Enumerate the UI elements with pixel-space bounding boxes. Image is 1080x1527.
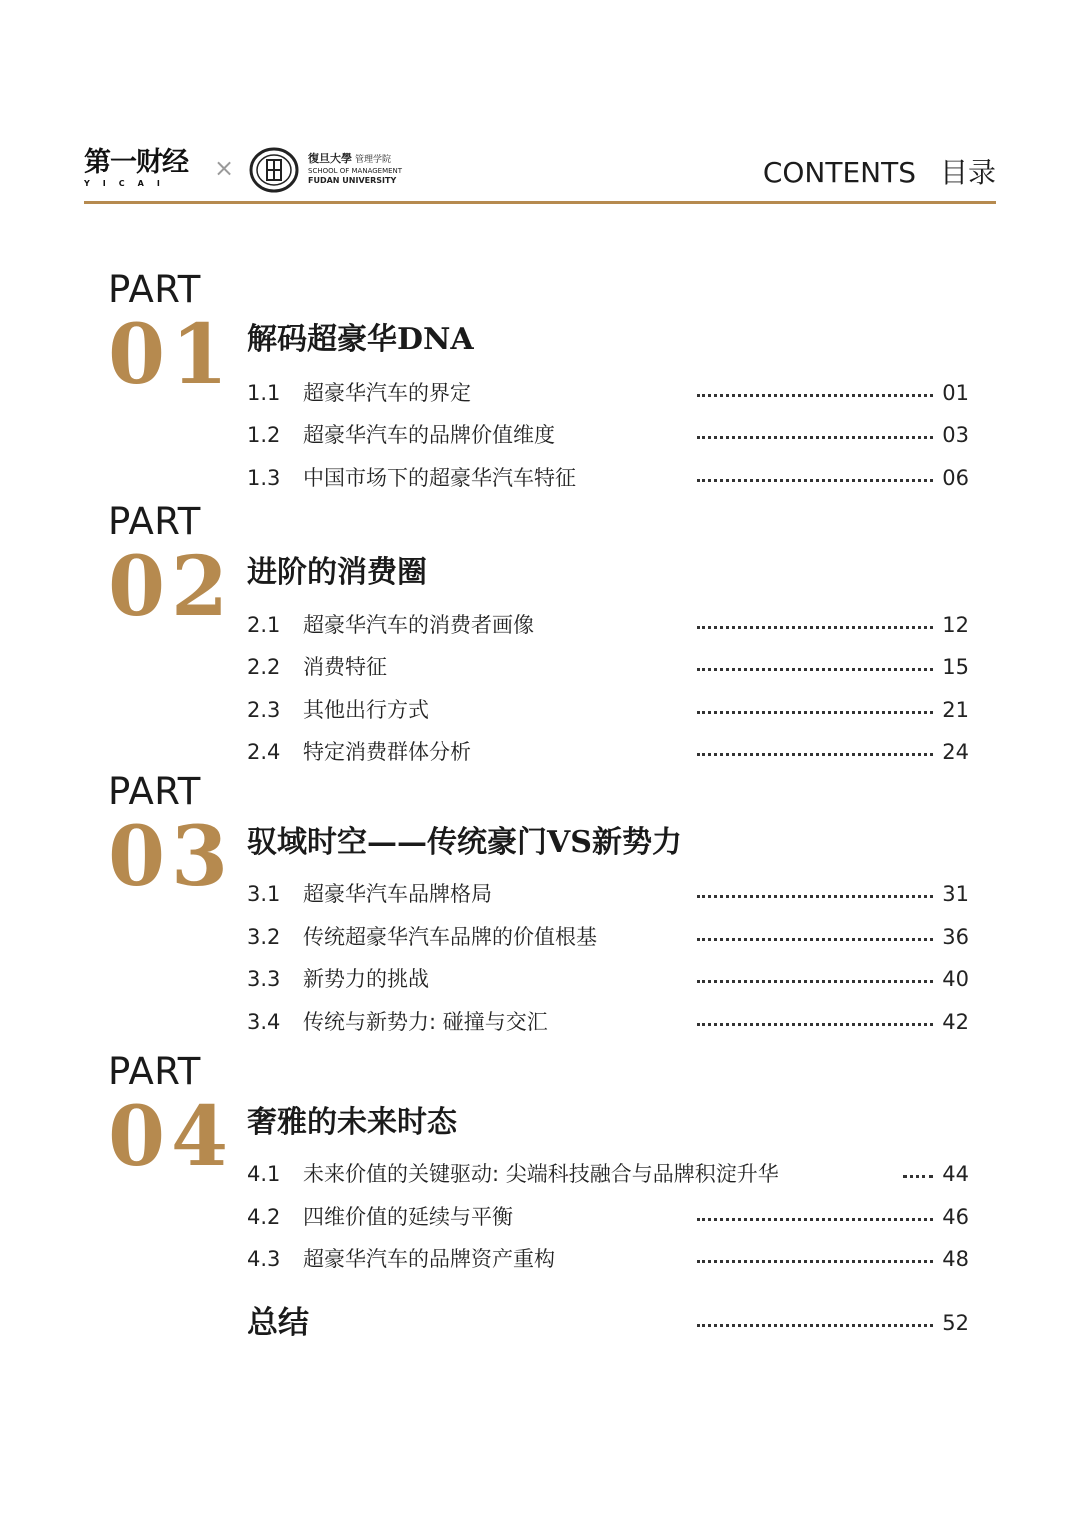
toc-entry-page: 24 [942, 740, 969, 764]
toc-entry-page: 06 [942, 466, 969, 490]
fudan-name-en-line2: FUDAN UNIVERSITY [308, 176, 397, 185]
fudan-name-en-line1: SCHOOL OF MANAGEMENT [308, 167, 403, 175]
part-label: PART [108, 770, 201, 813]
toc-entry[interactable] [247, 879, 969, 909]
part-number: 01 [108, 307, 235, 403]
toc-entry[interactable] [247, 378, 969, 408]
toc-entry[interactable] [247, 1244, 969, 1274]
toc-entry-text: 超豪华汽车的消费者画像 [303, 613, 534, 637]
toc-entry-number: 2.3 [247, 698, 281, 722]
dot-leader [697, 711, 933, 714]
toc-entry-text: 超豪华汽车品牌格局 [303, 882, 492, 906]
summary-page: 52 [942, 1311, 969, 1335]
toc-entry-page: 44 [942, 1162, 969, 1186]
toc-entry-number: 2.2 [247, 655, 281, 679]
dot-leader [697, 1324, 933, 1327]
yicai-logo-latin: YICAI [84, 179, 173, 188]
fudan-name-cn: 復旦大學 管理学院 [308, 152, 392, 165]
part-number: 04 [108, 1089, 235, 1185]
toc-entry-text: 超豪华汽车的界定 [303, 381, 471, 405]
toc-entry-text: 超豪华汽车的品牌价值维度 [303, 423, 555, 447]
toc-entry-number: 1.3 [247, 466, 281, 490]
toc-entry-page: 01 [942, 381, 969, 405]
contents-heading-en: CONTENTS [762, 156, 916, 189]
section-title: 解码超豪华DNA [247, 322, 474, 357]
toc-entry-text: 传统超豪华汽车品牌的价值根基 [303, 925, 597, 949]
toc-entry-text: 四维价值的延续与平衡 [303, 1205, 513, 1229]
toc-entry[interactable] [247, 652, 969, 682]
toc-entry[interactable] [247, 610, 969, 640]
section-title: 奢雅的未来时态 [247, 1105, 457, 1140]
toc-entry[interactable] [247, 695, 969, 725]
toc-entry[interactable] [247, 1159, 969, 1189]
dot-leader [697, 1023, 933, 1026]
toc-entry-page: 21 [942, 698, 969, 722]
toc-entry-text: 传统与新势力: 碰撞与交汇 [303, 1010, 548, 1034]
toc-entry-text: 其他出行方式 [303, 698, 429, 722]
dot-leader [697, 668, 933, 671]
dot-leader [697, 479, 933, 482]
toc-entry-number: 1.2 [247, 423, 281, 447]
toc-entry-text: 新势力的挑战 [303, 967, 429, 991]
dot-leader [697, 895, 933, 898]
toc-entry[interactable] [247, 964, 969, 994]
toc-entry-number: 2.4 [247, 740, 281, 764]
toc-entry-number: 3.2 [247, 925, 281, 949]
dot-leader [697, 1218, 933, 1221]
toc-entry-page: 31 [942, 882, 969, 906]
toc-entry-number: 4.1 [247, 1162, 281, 1186]
summary-entry[interactable] [247, 1308, 969, 1338]
section-title: 进阶的消费圈 [247, 555, 427, 590]
part-number: 03 [108, 809, 235, 905]
toc-entry-number: 4.2 [247, 1205, 281, 1229]
toc-entry-text: 未来价值的关键驱动: 尖端科技融合与品牌积淀升华 [303, 1162, 779, 1186]
fudan-seal-icon [248, 146, 300, 194]
toc-entry[interactable] [247, 1007, 969, 1037]
yicai-logo-name: 第一财经 [84, 147, 188, 178]
toc-entry-text: 特定消费群体分析 [303, 740, 471, 764]
contents-heading-cn: 目录 [939, 156, 996, 189]
header-rule [84, 201, 996, 204]
toc-entry[interactable] [247, 463, 969, 493]
part-label: PART [108, 500, 201, 543]
dot-leader [903, 1175, 933, 1178]
contents-heading [763, 156, 996, 190]
toc-entry-number: 3.1 [247, 882, 281, 906]
toc-entry-page: 03 [942, 423, 969, 447]
dot-leader [697, 938, 933, 941]
part-number: 02 [108, 539, 235, 635]
toc-entry-page: 46 [942, 1205, 969, 1229]
toc-entry-page: 36 [942, 925, 969, 949]
dot-leader [697, 980, 933, 983]
toc-entry-number: 4.3 [247, 1247, 281, 1271]
summary-title[interactable]: 总结 [247, 1305, 309, 1341]
logo-separator: × [214, 154, 235, 182]
section-title: 驭域时空——传统豪门VS新势力 [247, 825, 682, 860]
toc-entry-text: 消费特征 [303, 655, 387, 679]
toc-entry[interactable] [247, 1202, 969, 1232]
page-header [84, 140, 996, 202]
toc-entry[interactable] [247, 420, 969, 450]
toc-entry-page: 15 [942, 655, 969, 679]
toc-entry-number: 3.4 [247, 1010, 281, 1034]
toc-entry-page: 12 [942, 613, 969, 637]
toc-entry-page: 42 [942, 1010, 969, 1034]
toc-entry-text: 中国市场下的超豪华汽车特征 [303, 466, 576, 490]
toc-entry-number: 1.1 [247, 381, 281, 405]
toc-entry-page: 48 [942, 1247, 969, 1271]
dot-leader [697, 626, 933, 629]
dot-leader [697, 394, 933, 397]
toc-entry-number: 3.3 [247, 967, 281, 991]
toc-entry[interactable] [247, 737, 969, 767]
toc-entry-number: 2.1 [247, 613, 281, 637]
toc-entry[interactable] [247, 922, 969, 952]
fudan-school-cn: 管理学院 [355, 155, 392, 165]
toc-entry-page: 40 [942, 967, 969, 991]
dot-leader [697, 1260, 933, 1263]
dot-leader [697, 436, 933, 439]
yicai-logo [84, 148, 202, 192]
part-label: PART [108, 1050, 201, 1093]
toc-entry-text: 超豪华汽车的品牌资产重构 [303, 1247, 555, 1271]
dot-leader [697, 753, 933, 756]
part-label: PART [108, 268, 201, 311]
fudan-logo-text [308, 152, 458, 185]
